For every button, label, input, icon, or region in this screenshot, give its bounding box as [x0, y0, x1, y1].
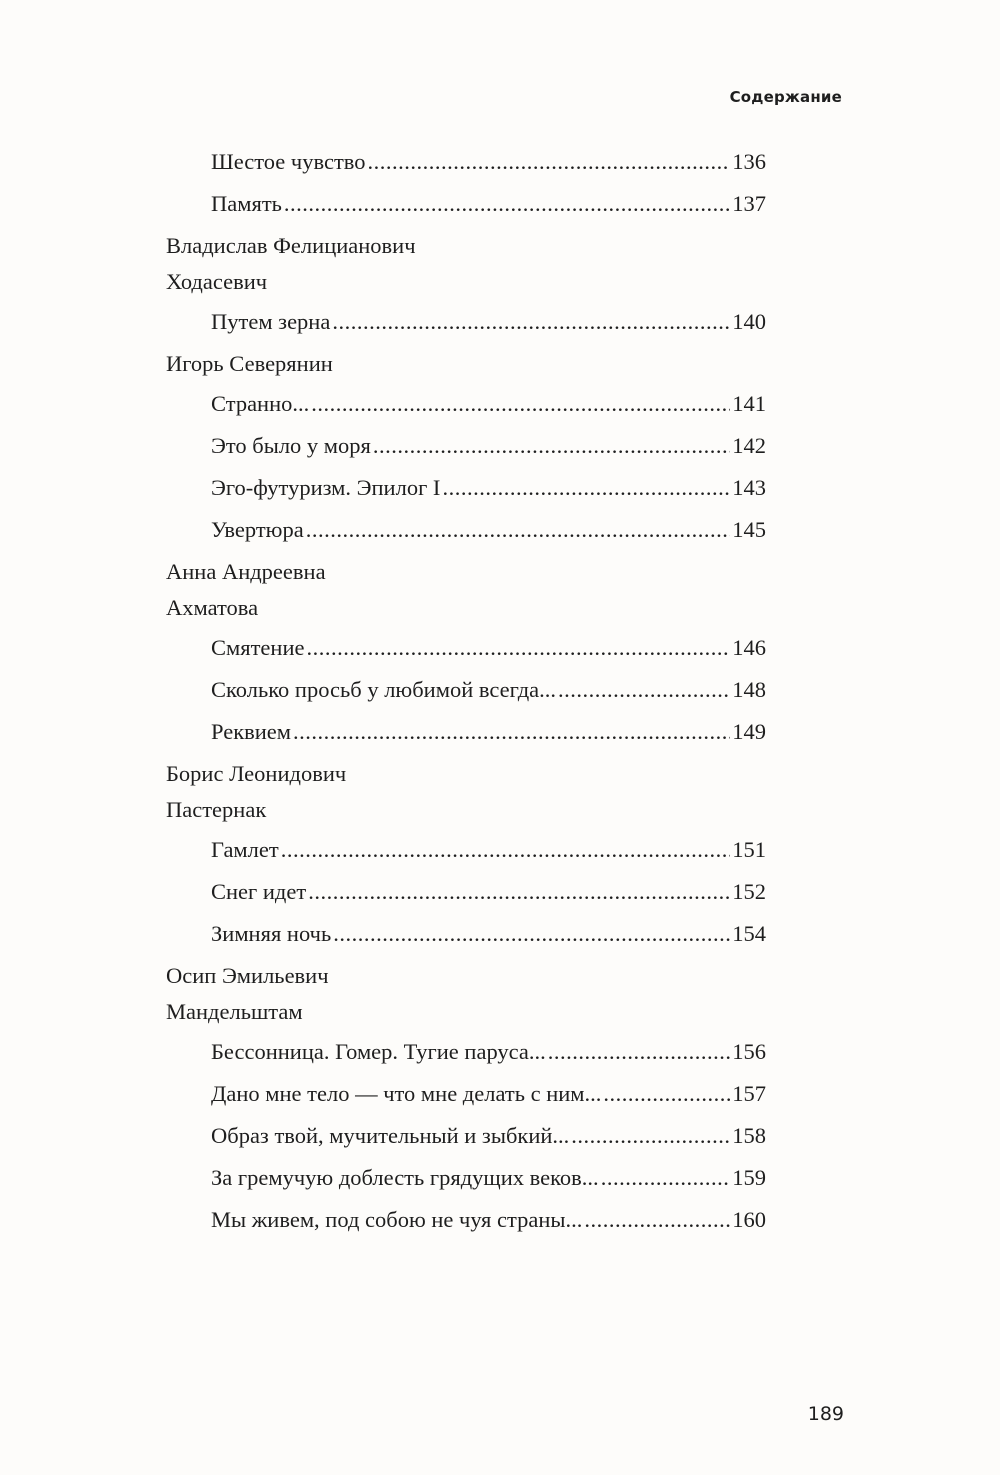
toc-entry: [211, 186, 766, 228]
page-ref: 146: [732, 635, 766, 660]
poem-title: Странно...: [211, 391, 310, 416]
leader-dots: [306, 630, 730, 666]
leader-dots: [333, 916, 730, 952]
page-ref: 151: [732, 837, 766, 862]
poem-title: Гамлет: [211, 837, 279, 862]
leader-dots: [603, 1076, 730, 1112]
page-ref: 156: [732, 1039, 766, 1064]
page-number: 189: [807, 1403, 844, 1425]
toc-entry: [211, 144, 766, 186]
toc-group: [166, 554, 766, 756]
poem-title: Сколько просьб у любимой всегда...: [211, 677, 557, 702]
page-ref: 148: [732, 677, 766, 702]
leader-dots: [293, 714, 730, 750]
author-name-line: Пастернак: [166, 797, 267, 822]
page-ref: 160: [732, 1207, 766, 1232]
page-ref: 159: [732, 1165, 766, 1190]
toc-entry: [211, 386, 766, 428]
author-name: [166, 346, 766, 382]
toc-entry: [211, 672, 766, 714]
page-ref: 145: [732, 517, 766, 542]
toc-entry: [211, 512, 766, 554]
toc-group: [166, 228, 766, 346]
page-ref: 141: [732, 391, 766, 416]
author-name: [166, 958, 766, 1030]
leader-dots: [442, 470, 730, 506]
toc-entry: [211, 304, 766, 346]
toc-entry: [211, 630, 766, 672]
toc-entry: [211, 1118, 766, 1160]
poem-title: За гремучую доблесть грядущих веков...: [211, 1165, 599, 1190]
page-ref: 152: [732, 879, 766, 904]
page-ref: 149: [732, 719, 766, 744]
leader-dots: [601, 1160, 731, 1196]
poem-title: Дано мне тело — что мне делать с ним...: [211, 1081, 602, 1106]
author-name-line: Мандельштам: [166, 999, 303, 1024]
page-ref: 140: [732, 309, 766, 334]
leader-dots: [558, 672, 730, 708]
toc-entry: [211, 874, 766, 916]
author-name-line: Борис Леонидович: [166, 761, 347, 786]
poem-title: Увертюра: [211, 517, 304, 542]
author-name: [166, 228, 766, 300]
toc-group: [166, 346, 766, 554]
author-name: [166, 554, 766, 626]
author-name: [166, 756, 766, 828]
leader-dots: [373, 428, 730, 464]
toc-entry: [211, 916, 766, 958]
running-head: Содержание: [729, 88, 842, 106]
poem-title: Путем зерна: [211, 309, 331, 334]
leader-dots: [308, 874, 730, 910]
page-ref: 142: [732, 433, 766, 458]
page-ref: 137: [732, 191, 766, 216]
page-ref: 157: [732, 1081, 766, 1106]
author-name-line: Анна Андреевна: [166, 559, 326, 584]
poem-title: Это было у моря: [211, 433, 371, 458]
poem-title: Реквием: [211, 719, 292, 744]
poem-title: Память: [211, 191, 282, 216]
leader-dots: [571, 1118, 730, 1154]
poem-title: Образ твой, мучительный и зыбкий...: [211, 1123, 570, 1148]
page-ref: 154: [732, 921, 766, 946]
leader-dots: [368, 144, 731, 180]
toc-group: [166, 144, 766, 228]
table-of-contents: [166, 144, 766, 1244]
author-name-line: Игорь Северянин: [166, 351, 333, 376]
page-ref: 136: [732, 149, 766, 174]
leader-dots: [548, 1034, 730, 1070]
toc-group: [166, 958, 766, 1244]
poem-title: Шестое чувство: [211, 149, 366, 174]
poem-title: Эго-футуризм. Эпилог I: [211, 475, 441, 500]
toc-entry: [211, 428, 766, 470]
leader-dots: [584, 1202, 730, 1238]
leader-dots: [284, 186, 730, 222]
toc-entry: [211, 832, 766, 874]
toc-entry: [211, 714, 766, 756]
page-ref: 158: [732, 1123, 766, 1148]
poem-title: Смятение: [211, 635, 305, 660]
poem-title: Снег идет: [211, 879, 307, 904]
leader-dots: [281, 832, 731, 868]
toc-entry: [211, 1202, 766, 1244]
leader-dots: [311, 386, 730, 422]
leader-dots: [306, 512, 731, 548]
leader-dots: [332, 304, 730, 340]
toc-entry: [211, 470, 766, 512]
author-name-line: Владислав Фелицианович: [166, 233, 416, 258]
author-name-line: Ходасевич: [166, 269, 268, 294]
poem-title: Зимняя ночь: [211, 921, 332, 946]
author-name-line: Осип Эмильевич: [166, 963, 329, 988]
poem-title: Бессонница. Гомер. Тугие паруса...: [211, 1039, 546, 1064]
toc-group: [166, 756, 766, 958]
author-name-line: Ахматова: [166, 595, 259, 620]
poem-title: Мы живем, под собою не чуя страны...: [211, 1207, 583, 1232]
page-ref: 143: [732, 475, 766, 500]
toc-entry: [211, 1076, 766, 1118]
toc-entry: [211, 1160, 766, 1202]
toc-entry: [211, 1034, 766, 1076]
